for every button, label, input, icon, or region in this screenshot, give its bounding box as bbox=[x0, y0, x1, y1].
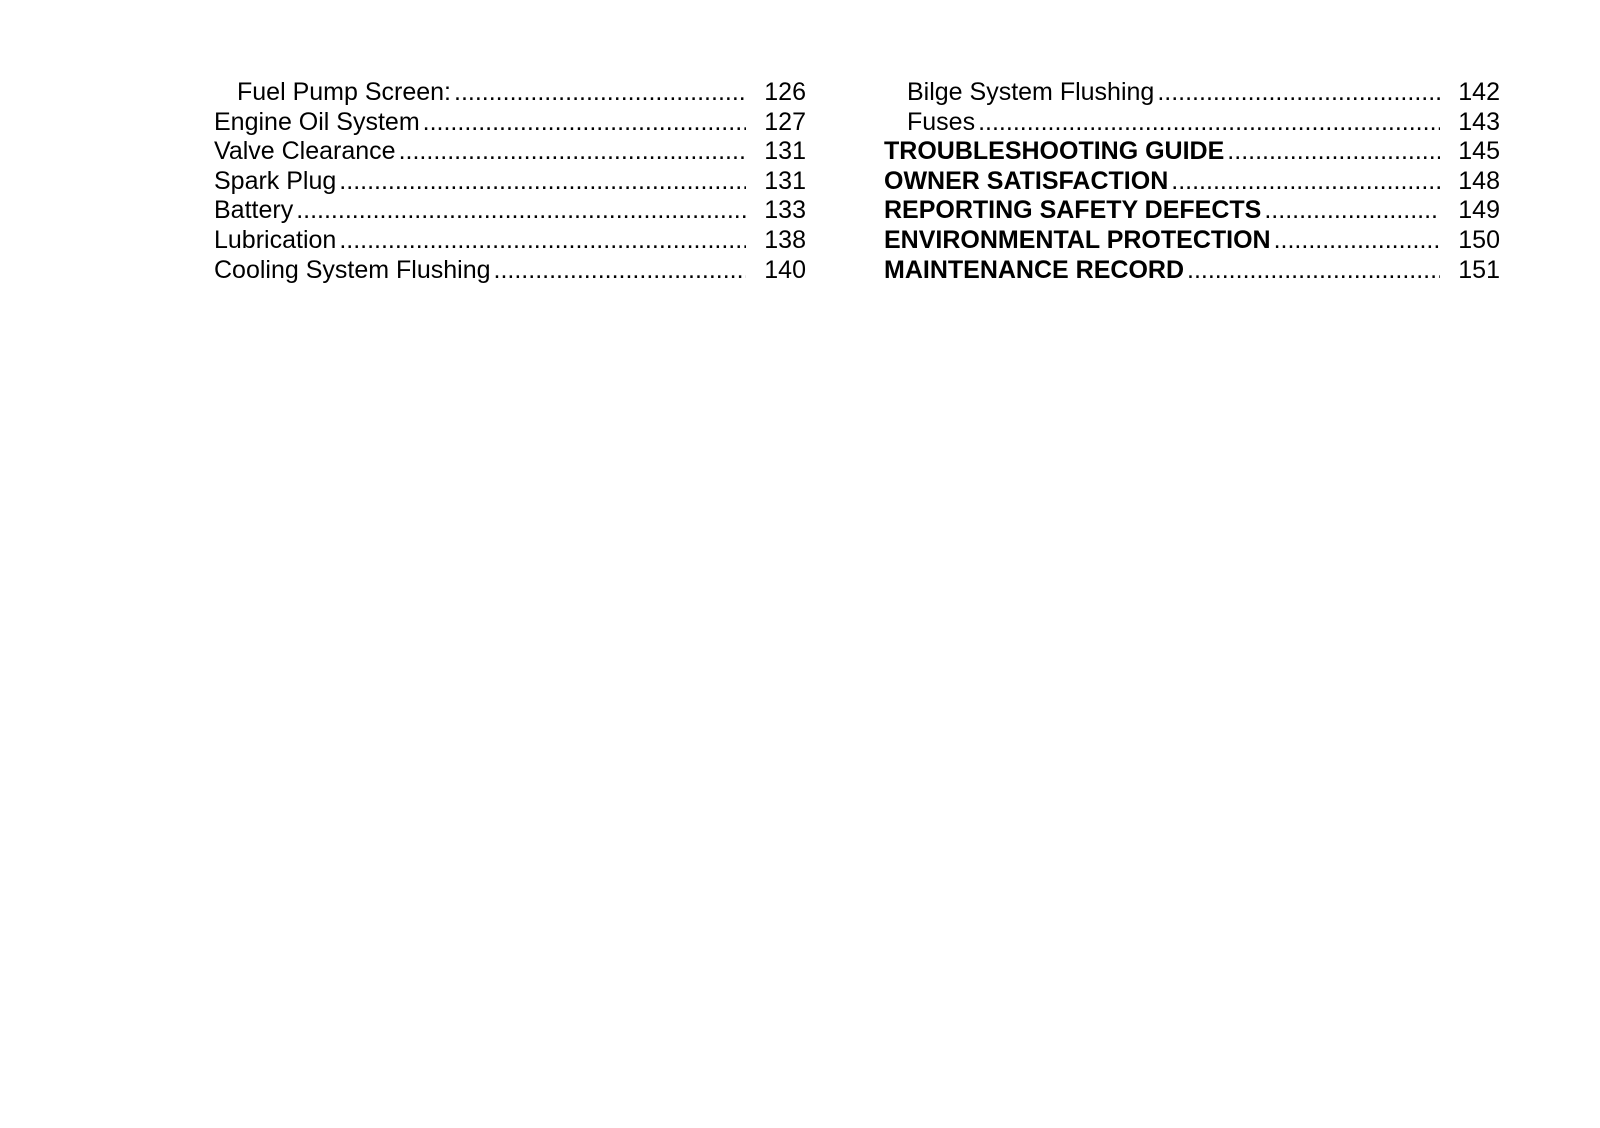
toc-entry-lubrication[interactable] bbox=[214, 226, 806, 256]
toc-entry-label: ENVIRONMENTAL PROTECTION bbox=[884, 225, 1271, 254]
toc-entry-page: 127 bbox=[764, 107, 806, 136]
toc-entry-spark-plug[interactable] bbox=[214, 167, 806, 197]
toc-leader-dots bbox=[1187, 256, 1440, 286]
toc-entry-maintenance-record[interactable] bbox=[884, 256, 1500, 286]
toc-entry-engine-oil-system[interactable] bbox=[214, 108, 806, 138]
toc-entry-label: Battery bbox=[214, 196, 294, 225]
toc-entry-label: TROUBLESHOOTING GUIDE bbox=[884, 137, 1225, 166]
toc-leader-dots bbox=[339, 167, 746, 197]
toc-entry-label: Valve Clearance bbox=[214, 137, 396, 166]
toc-entry-page: 140 bbox=[764, 255, 806, 284]
toc-entry-page: 148 bbox=[1458, 166, 1500, 195]
toc-left-column bbox=[214, 78, 806, 285]
toc-entry-label: Engine Oil System bbox=[214, 107, 420, 136]
toc-entry-troubleshooting-guide[interactable] bbox=[884, 137, 1500, 167]
toc-entry-label: Lubrication bbox=[214, 225, 337, 254]
toc-entry-cooling-system-flushing[interactable] bbox=[214, 256, 806, 286]
toc-leader-dots bbox=[494, 256, 746, 286]
toc-entry-page: 150 bbox=[1458, 225, 1500, 254]
toc-leader-dots bbox=[1274, 226, 1440, 256]
toc-leader-dots bbox=[339, 226, 746, 256]
toc-leader-dots bbox=[399, 137, 746, 167]
toc-entry-valve-clearance[interactable] bbox=[214, 137, 806, 167]
toc-entry-page: 133 bbox=[764, 196, 806, 225]
toc-entry-label: Fuel Pump Screen: bbox=[237, 78, 451, 106]
toc-entry-environmental-protection[interactable] bbox=[884, 226, 1500, 256]
toc-entry-page: 138 bbox=[764, 225, 806, 254]
toc-entry-reporting-safety-defects[interactable] bbox=[884, 196, 1500, 226]
toc-entry-page: 143 bbox=[1458, 107, 1500, 136]
toc-leader-dots bbox=[1264, 196, 1440, 226]
toc-entry-bilge-system-flushing[interactable] bbox=[884, 78, 1500, 108]
toc-entry-fuel-pump-screen[interactable] bbox=[214, 78, 806, 108]
toc-entry-owner-satisfaction[interactable] bbox=[884, 167, 1500, 197]
toc-entry-page: 149 bbox=[1458, 196, 1500, 225]
toc-entry-battery[interactable] bbox=[214, 196, 806, 226]
toc-leader-dots bbox=[454, 78, 746, 108]
toc-leader-dots bbox=[423, 108, 746, 138]
toc-entry-page: 131 bbox=[764, 137, 806, 166]
toc-leader-dots bbox=[978, 108, 1440, 138]
toc-entry-label: Fuses bbox=[907, 107, 976, 136]
toc-leader-dots bbox=[1157, 78, 1440, 108]
toc-entry-fuses[interactable] bbox=[884, 108, 1500, 138]
toc-entry-label: Cooling System Flushing bbox=[214, 255, 491, 284]
toc-entry-label: OWNER SATISFACTION bbox=[884, 166, 1169, 195]
toc-entry-label: Bilge System Flushing bbox=[907, 78, 1155, 106]
toc-entry-page: 151 bbox=[1458, 255, 1500, 284]
toc-leader-dots bbox=[1227, 137, 1440, 167]
toc-entry-label: REPORTING SAFETY DEFECTS bbox=[884, 196, 1262, 225]
toc-entry-page: 142 bbox=[1458, 78, 1500, 106]
toc-entry-page: 131 bbox=[764, 166, 806, 195]
toc-leader-dots bbox=[296, 196, 746, 226]
toc-entry-page: 145 bbox=[1458, 137, 1500, 166]
toc-leader-dots bbox=[1171, 167, 1440, 197]
toc-entry-label: MAINTENANCE RECORD bbox=[884, 255, 1184, 284]
toc-right-column bbox=[884, 78, 1500, 285]
toc-entry-label: Spark Plug bbox=[214, 166, 337, 195]
toc-entry-page: 126 bbox=[764, 78, 806, 106]
